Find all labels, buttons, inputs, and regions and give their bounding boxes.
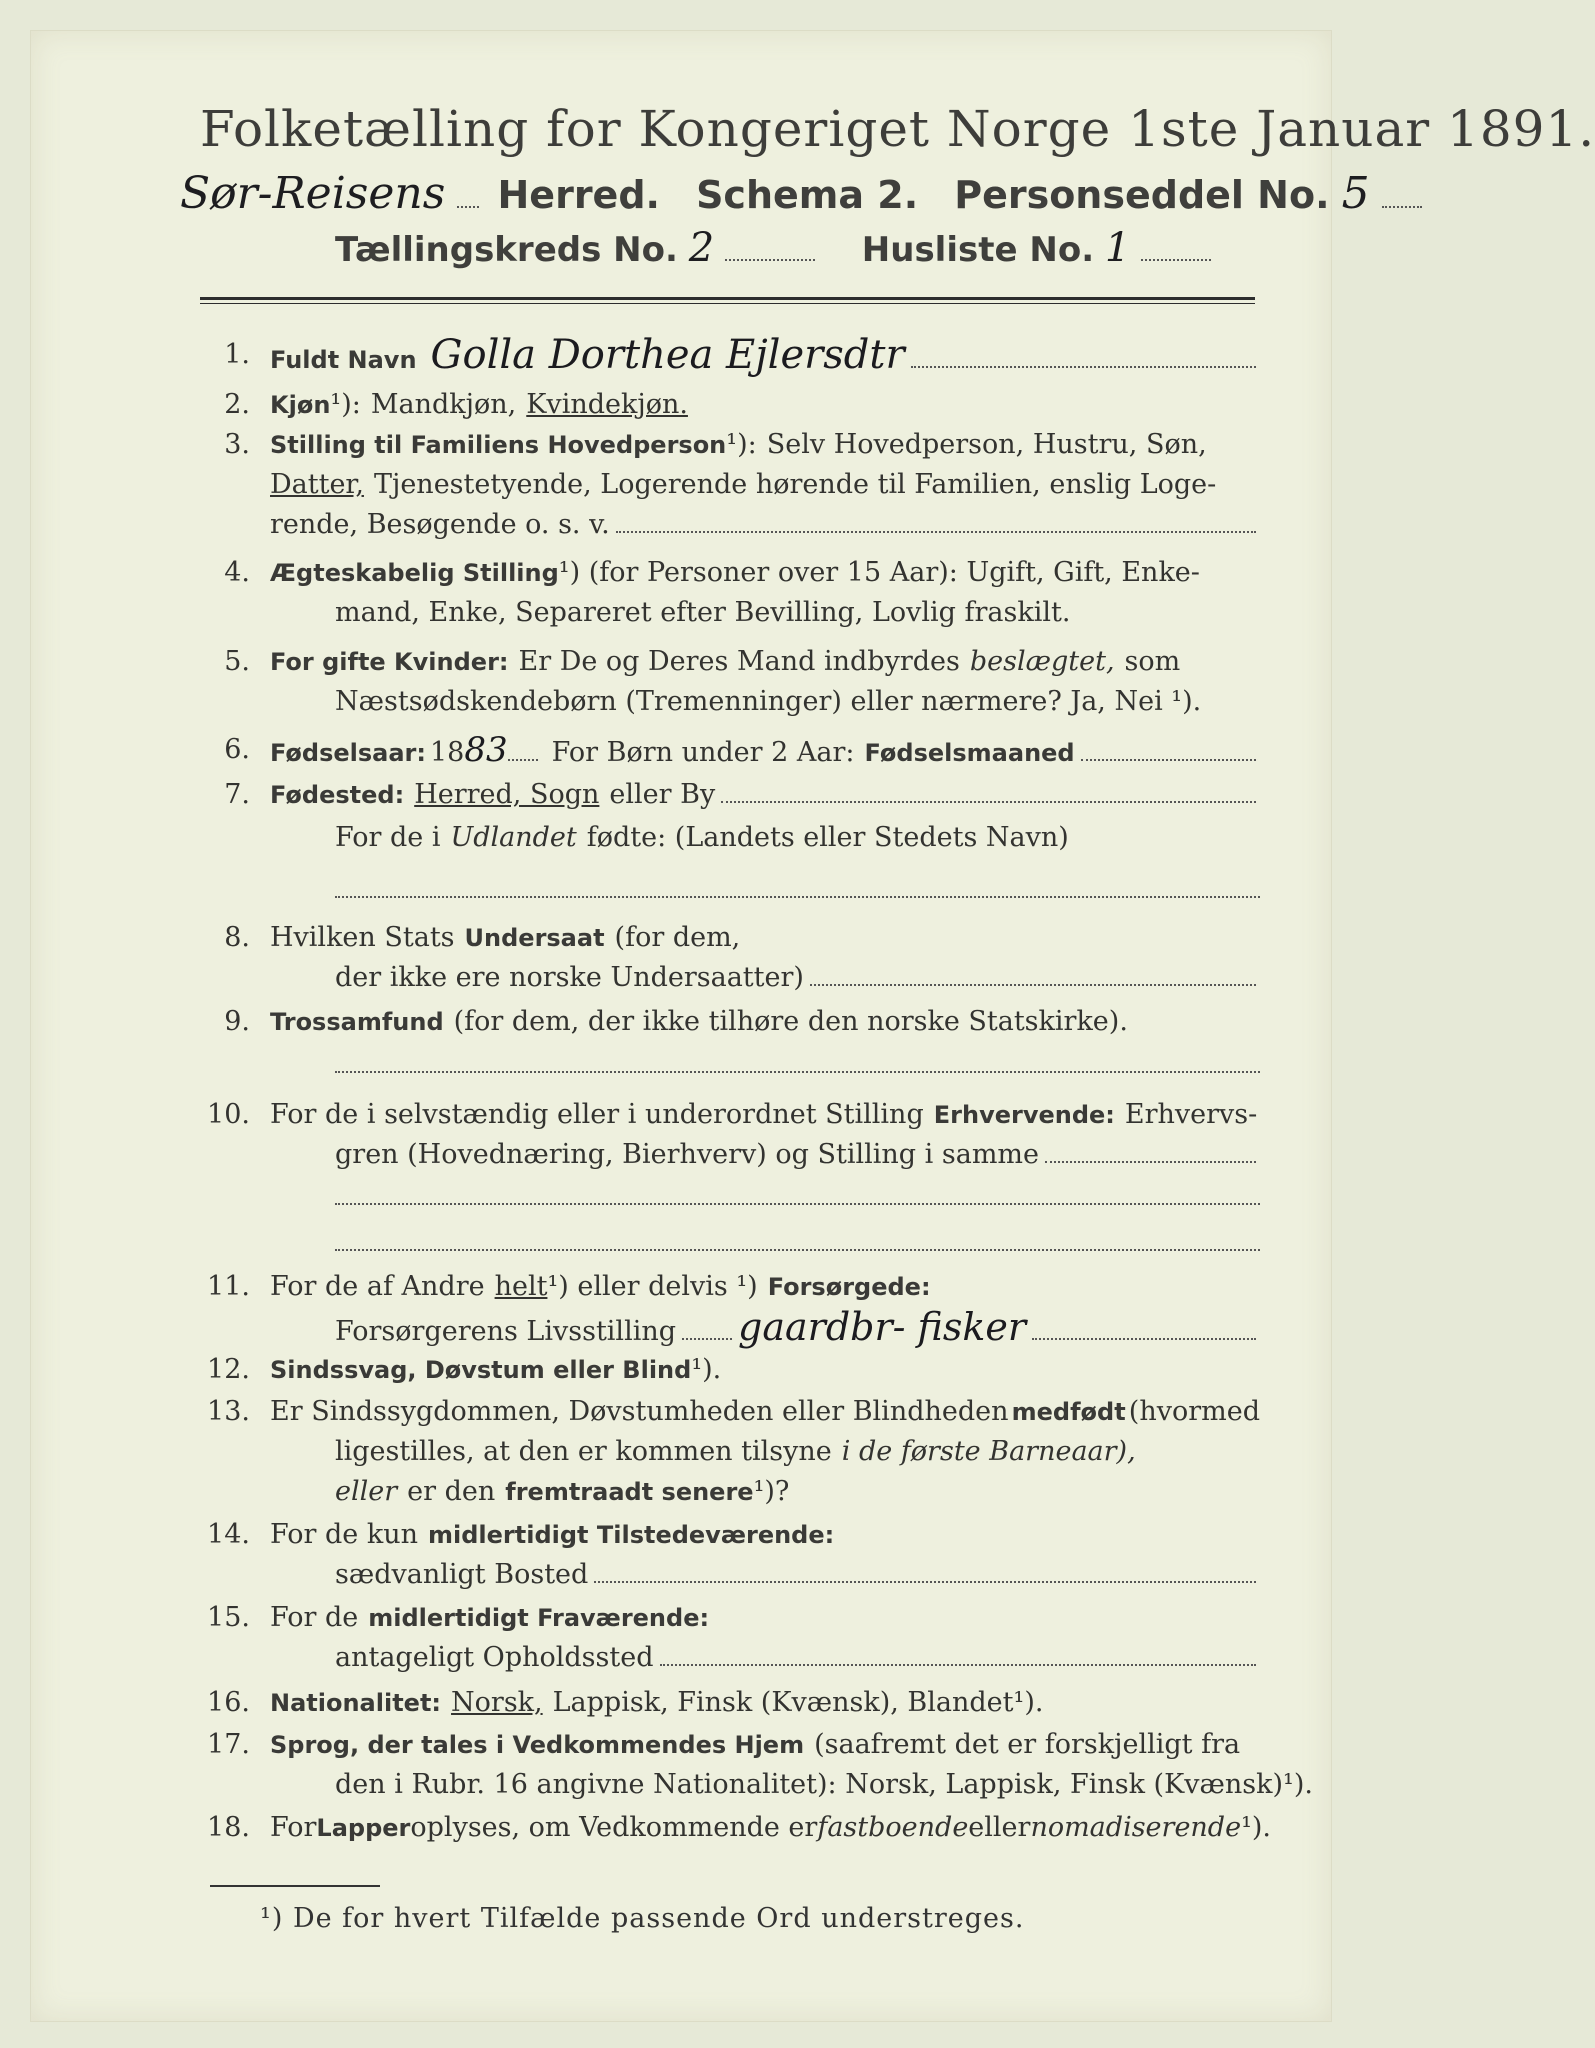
- field-13-label-2: fremtraadt senere: [505, 1478, 754, 1506]
- field-16-label: Nationalitet:: [270, 1689, 442, 1717]
- field-7-label: Fødested:: [270, 781, 405, 809]
- field-number: 4.: [224, 557, 250, 588]
- position-option-datter-underlined: Datter,: [270, 469, 364, 500]
- birth-year-prefix: 18: [430, 737, 465, 768]
- field-2-row: [200, 385, 1260, 425]
- field-16-text: Lappisk, Finsk (Kvænsk), Blandet¹).: [552, 1687, 1044, 1718]
- field-13-row-3: [200, 1472, 1260, 1512]
- field-7-text: For de i: [335, 822, 441, 853]
- field-17-label: Sprog, der tales i Vedkommendes Hjem: [270, 1731, 805, 1759]
- field-15-text-line2: antageligt Opholdssted: [335, 1642, 654, 1673]
- field-6-text: For Børn under 2 Aar:: [551, 737, 855, 768]
- field-14-text-line2: sædvanligt Bosted: [335, 1559, 589, 1590]
- footnote-ref: ¹):: [726, 429, 757, 460]
- field-15-text: For de: [270, 1602, 359, 1633]
- footnote-ref: ¹).: [1241, 1812, 1272, 1843]
- field-10-row: [200, 1095, 1260, 1135]
- field-4-row-2: [200, 593, 1260, 633]
- field-18-label: Lapper: [316, 1814, 411, 1842]
- field-13-label: medfødt: [1011, 1398, 1126, 1426]
- field-18-text-italic: nomadiserende: [1030, 1812, 1242, 1843]
- footnote-ref: ¹).: [691, 1354, 722, 1385]
- field-5-label: For gifte Kvinder:: [270, 648, 509, 676]
- field-13-text: (hvormed: [1128, 1396, 1260, 1427]
- field-number: 3.: [224, 429, 250, 460]
- field-number: 11.: [207, 1271, 250, 1302]
- field-5-text-line2: Næstsødskendebørn (Tremenninger) eller nærmere? Ja, Nei ¹).: [335, 686, 1202, 717]
- field-13-text: er den: [407, 1476, 496, 1507]
- field-11-row-2: [200, 1307, 1260, 1347]
- field-7-text: fødte: (Landets eller Stedets Navn): [586, 822, 1069, 853]
- field-8-row: [200, 918, 1260, 958]
- field-5-text-italic: beslægtet,: [969, 646, 1115, 677]
- field-8-row-2: [200, 958, 1260, 998]
- field-7-row-2: [200, 818, 1260, 858]
- field-number: 18.: [207, 1812, 250, 1843]
- field-5-text: som: [1124, 646, 1181, 677]
- kreds-label: Tællingskreds No.: [335, 230, 678, 270]
- field-10-text: For de i selvstændig eller i underordnet Stilling: [270, 1099, 924, 1130]
- field-number: 9.: [224, 1006, 250, 1037]
- husliste-label: Husliste No.: [861, 230, 1095, 270]
- field-7-blank-line: [335, 895, 1260, 898]
- field-6-label: Fødselsaar:: [270, 739, 426, 767]
- field-3-row-2: [200, 465, 1260, 505]
- field-13-row-2: [200, 1432, 1260, 1472]
- field-10-blank-line-2: [335, 1248, 1260, 1251]
- field-11-text-line2: Forsørgerens Livsstilling: [335, 1316, 677, 1347]
- full-name-value: Golla Dorthea Ejlersdtr: [430, 332, 905, 378]
- field-10-row-2: [200, 1135, 1260, 1175]
- field-2-label: Kjøn: [270, 391, 331, 419]
- field-12-label: Sindssvag, Døvstum eller Blind: [270, 1356, 692, 1384]
- field-number: 8.: [224, 922, 250, 953]
- field-number: 14.: [207, 1519, 250, 1550]
- field-1-label: Fuldt Navn: [270, 346, 417, 374]
- sex-option-female-underlined: Kvindekjøn.: [526, 389, 688, 420]
- field-8-text: Hvilken Stats: [270, 922, 455, 953]
- field-11-row: [200, 1267, 1260, 1307]
- field-9-blank-line: [335, 1070, 1260, 1073]
- field-13-row: [200, 1392, 1260, 1432]
- field-4-row: [200, 553, 1260, 593]
- field-number: 15.: [207, 1602, 250, 1633]
- field-7-text-italic: Udlandet: [450, 822, 577, 853]
- field-16-row: [200, 1683, 1260, 1723]
- husliste-number: 1: [1104, 225, 1131, 271]
- herred-label: Herred.: [497, 173, 660, 217]
- field-15-row: [200, 1598, 1260, 1638]
- sex-option-male: Mandkjøn,: [370, 389, 517, 420]
- field-17-row-2: [200, 1765, 1313, 1805]
- birthplace-option-underlined: Herred, Sogn: [414, 779, 600, 810]
- field-15-row-2: [200, 1638, 1260, 1678]
- field-12-row: [200, 1350, 1260, 1390]
- field-number: 7.: [224, 779, 250, 810]
- field-11-label: Forsørgede:: [767, 1273, 931, 1301]
- header-line-herred: [180, 168, 1370, 228]
- field-1-row: [200, 332, 1260, 378]
- field-10-text: Erhvervs-: [1124, 1099, 1258, 1130]
- birth-month-label: Fødselsmaaned: [864, 739, 1075, 767]
- field-8-label: Undersaat: [464, 924, 605, 952]
- field-5-text: Er De og Deres Mand indbyrdes: [518, 646, 960, 677]
- header-line-kreds: [335, 225, 1175, 271]
- field-6-row: [200, 730, 1260, 770]
- schema-label: Schema 2.: [696, 173, 919, 217]
- field-9-label: Trossamfund: [270, 1008, 444, 1036]
- field-4-label: Ægteskabelig Stilling: [270, 559, 559, 587]
- field-4-text-line1: ¹) (for Personer over 15 Aar): Ugift, Gift, Enke-: [558, 557, 1200, 588]
- field-7-text: eller By: [609, 779, 716, 810]
- field-3-options-line1: Selv Hovedperson, Hustru, Søn,: [766, 429, 1207, 460]
- field-10-blank-line-1: [335, 1202, 1260, 1205]
- field-5-row: [200, 642, 1260, 682]
- footnote-rule: [210, 1885, 380, 1887]
- field-18-text-italic: fastboende: [817, 1812, 969, 1843]
- field-8-text: (for dem,: [614, 922, 741, 953]
- field-17-text-line2: den i Rubr. 16 angivne Nationalitet): Norsk, Lappisk, Finsk (Kvænsk)¹).: [335, 1769, 1313, 1800]
- personseddel-label: Personseddel No.: [954, 173, 1330, 217]
- field-4-text-line2: mand, Enke, Separeret efter Bevilling, Lovlig fraskilt.: [335, 597, 1071, 628]
- form-title: Folketælling for Kongeriget Norge 1ste Januar 1891.: [200, 100, 1595, 158]
- field-18-text: eller: [968, 1812, 1031, 1843]
- field-3-row: [200, 425, 1260, 465]
- field-13-text-italic: eller: [335, 1476, 398, 1507]
- footnote-ref: ¹)?: [753, 1476, 790, 1507]
- birth-year-value: 83: [464, 730, 508, 770]
- field-number: 5.: [224, 646, 250, 677]
- field-13-text: ligestilles, at den er kommen tilsyne: [335, 1436, 832, 1467]
- field-number: 13.: [207, 1396, 250, 1427]
- field-15-label: midlertidigt Fraværende:: [368, 1604, 710, 1632]
- field-14-row: [200, 1515, 1260, 1555]
- header-rule-thick: [200, 297, 1255, 300]
- field-8-text-line2: der ikke ere norske Undersaatter): [335, 962, 804, 993]
- footnote-ref: ¹):: [330, 389, 361, 420]
- field-18-text: For: [270, 1812, 317, 1843]
- field-3-options-line3: rende, Besøgende o. s. v.: [270, 509, 610, 540]
- field-number: 17.: [207, 1729, 250, 1760]
- nationality-option-norsk-underlined: Norsk,: [451, 1687, 543, 1718]
- field-11-text: For de af Andre: [270, 1271, 485, 1302]
- field-9-row: [200, 1002, 1260, 1042]
- field-5-row-2: [200, 682, 1260, 722]
- field-9-text: (for dem, der ikke tilhøre den norske Statskirke).: [453, 1006, 1128, 1037]
- field-10-text-line2: gren (Hovednæring, Bierhverv) og Stilling i samme: [335, 1139, 1040, 1170]
- kreds-number: 2: [688, 225, 715, 271]
- field-3-options-line2: Tjenestetyende, Logerende hørende til Familien, enslig Loge-: [373, 469, 1217, 500]
- field-number: 10.: [207, 1099, 250, 1130]
- footnote: ¹) De for hvert Tilfælde passende Ord understreges.: [260, 1903, 1025, 1934]
- field-14-label: midlertidigt Tilstedeværende:: [428, 1521, 835, 1549]
- provider-occupation-value: gaardbr- fisker: [738, 1305, 1027, 1349]
- field-3-row-3: [200, 505, 1260, 545]
- field-18-text: oplyses, om Vedkommende er: [410, 1812, 818, 1843]
- field-14-row-2: [200, 1555, 1260, 1595]
- field-17-row: [200, 1725, 1260, 1765]
- field-7-row: [200, 775, 1260, 815]
- field-number: 12.: [207, 1354, 250, 1385]
- field-number: 2.: [224, 389, 250, 420]
- personseddel-number: 5: [1341, 168, 1370, 219]
- field-11-text: ¹) eller delvis ¹): [547, 1271, 758, 1302]
- field-14-text: For de kun: [270, 1519, 418, 1550]
- field-3-label: Stilling til Familiens Hovedperson: [270, 431, 727, 459]
- header-rule-thin: [200, 303, 1255, 304]
- field-18-row: [200, 1808, 1272, 1848]
- field-10-label: Erhvervende:: [933, 1101, 1115, 1129]
- support-option-helt-underlined: helt: [494, 1271, 548, 1302]
- field-number: 1.: [224, 339, 250, 370]
- field-number: 16.: [207, 1687, 250, 1718]
- field-13-text: Er Sindssygdommen, Døvstumheden eller Blindheden: [270, 1396, 1009, 1427]
- herred-name: Sør-Reisens: [180, 168, 446, 219]
- field-number: 6.: [224, 734, 250, 765]
- field-13-text-italic: i de første Barneaar),: [841, 1436, 1136, 1467]
- field-17-text: (saafremt det er forskjelligt fra: [814, 1729, 1241, 1760]
